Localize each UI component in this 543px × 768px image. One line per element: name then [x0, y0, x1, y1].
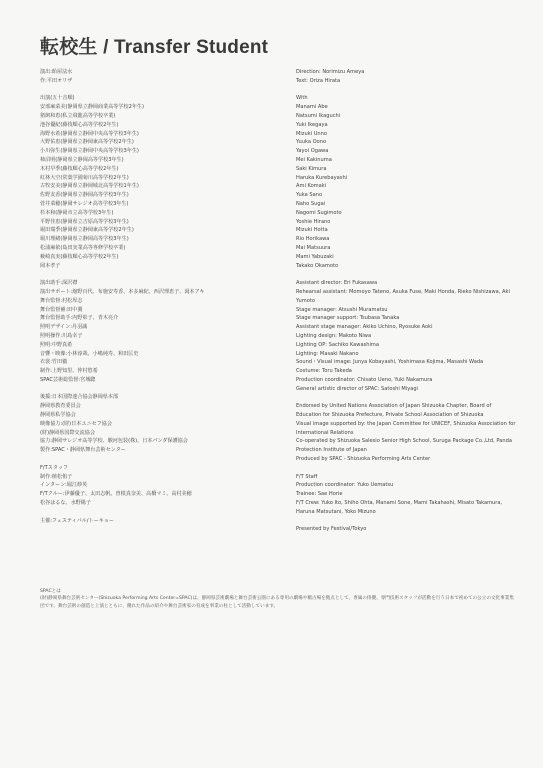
credit-line: 池谷優紀(藤枝順心高等学校2年生)	[40, 121, 119, 128]
credit-line: Text: Oriza Hirata	[296, 77, 341, 84]
credit-line: 静岡県私学協会	[40, 412, 76, 419]
credit-line: (財)静岡県国際交流協会	[40, 429, 95, 436]
credit-line: F/Tスタッフ	[40, 464, 69, 471]
credit-line: 菅井菜穂(静岡サレジオ高等学校3年生)	[40, 200, 129, 207]
credit-line: 音響・映像:小林淳哉、小嶋純寿、和田匡史	[40, 350, 139, 357]
credit-line: 柿沼明(静岡県立静岡高等学校3年生)	[40, 156, 124, 163]
credit-line: Lighting design: Makoto Niwa	[296, 332, 372, 339]
credit-line: 照明:中野真希	[40, 341, 73, 348]
credit-line: Mizuki Hotta	[296, 227, 328, 234]
credits-english	[296, 68, 518, 534]
credit-line: F/T Staff	[296, 473, 318, 480]
credit-line: 松谷はるな、水野陽子	[40, 500, 91, 507]
credit-line: Takako Okamoto	[296, 262, 339, 269]
credit-line: SPAC芸術総監督:宮城聰	[40, 376, 96, 383]
credit-line: 作:平田オリザ	[40, 77, 73, 84]
spacer	[296, 86, 518, 95]
spacer	[296, 270, 518, 279]
credit-line: Costume: Toru Takeda	[296, 368, 352, 375]
credit-line: 堀田瑞季(静岡県立静岡東高等学校2年生)	[40, 227, 134, 234]
credit-line: Mizuki Unno	[296, 130, 327, 137]
credit-line: 木村早季(藤枝順心高等学校2年生)	[40, 165, 119, 172]
credit-line: Mami Yabuzaki	[296, 253, 334, 260]
credit-line: 杉本和(静岡市立高等学校3年生)	[40, 209, 114, 216]
credit-line: Yuuka Oono	[296, 139, 327, 146]
credit-line: 演出助手:深沢襟	[40, 280, 78, 287]
page-title: 転校生 / Transfer Student	[40, 37, 269, 58]
spacer	[296, 393, 518, 402]
credit-line: Lighting: Masaki Nakano	[296, 350, 359, 357]
credit-line: 制作:上野知里、仲村悠希	[40, 368, 98, 375]
credit-line: Endorsed by United Nations Association of Japan Shizuoka Chapter, Board of Education for Shizuoka Prefecture, Private School Association of Shizuoka	[296, 403, 492, 419]
credit-line: 静岡県教育委員会	[40, 403, 81, 410]
credit-line: 映像協力:(財)日本ユニセフ協会	[40, 420, 112, 427]
credit-line: 後援:日本国際連合協会静岡県本部	[40, 394, 119, 401]
credit-line: 舞台監督:村松厚志	[40, 297, 83, 304]
credit-line: 堀川理緒(静岡県立静岡高等学校3年生)	[40, 236, 129, 243]
credit-line: Lighting OP: Sachiko Kawashima	[296, 341, 379, 348]
credit-line: 演出サポート:舘野百代、布施安寿香、本多麻紀、西沢理恵子、湯本アキ	[40, 288, 205, 295]
credit-line: Co-operated by Shizuoka Salesio Senior High School, Suruga Package Co.,Ltd, Panda Protection Institute of Japan	[296, 438, 512, 454]
credit-line: Visual image supported by: the Japan Committee for UNICEF, Shizuoka Association for International Relations	[296, 420, 516, 436]
credit-line: 照明デザイン:丹羽誠	[40, 324, 88, 331]
spac-about-body: (財)静岡県舞台芸術センター(Shizuoka Performing Arts Center=SPAC)は、静岡県芸術劇場と舞台芸術公園にある専用の劇場や稽古場を拠点として、専属の俳優、専門技術スタッフが活動を行う日本で初めての公立の文化事業集団です。舞台芸術の創造と上演とともに、優れた作品の紹介や舞台芸術家の育成を事業の柱として活動しています。	[40, 596, 514, 609]
spacer	[40, 385, 280, 394]
credit-line: Production coordinator: Yuko Uematsu	[296, 482, 394, 489]
credit-line: 安部麻菜美(静岡県立静岡商業高等学校2年生)	[40, 104, 144, 111]
spacer	[296, 464, 518, 473]
credit-line: Natsumi Ikaguchi	[296, 112, 341, 119]
credit-line: Naho Sugai	[296, 200, 326, 207]
credit-line: インターン:堀江紗英	[40, 482, 88, 489]
credit-line: Haruka Kurebayashi	[296, 174, 348, 181]
credit-line: 小川弥生(静岡県立静岡中央高等学校3年生)	[40, 148, 139, 155]
credit-line: 猪飼和恵(私立飛龍高等学校卒業)	[40, 112, 116, 119]
credit-line: 大野佑恵(静岡県立静岡東高等学校2年生)	[40, 139, 134, 146]
credit-line: 岡本孝子	[40, 262, 61, 269]
credit-line: Rio Horikawa	[296, 236, 330, 243]
spacer	[40, 86, 280, 95]
credit-line: 協力:静岡サレジオ高等学校、駿河包装(株)、日本パンダ保護協会	[40, 438, 188, 445]
credit-line: 製作:SPAC・静岡県舞台芸術センター	[40, 447, 126, 454]
credit-line: Stage manager support: Tsubasa Tanaka	[296, 315, 400, 322]
spac-about	[40, 588, 516, 610]
credit-line: Rehearsal assistant: Momoyo Tateno, Asuka Fuse, Maki Honda, Rieko Nishizawa, Aki Yumoto	[296, 288, 510, 304]
spacer	[40, 270, 280, 279]
credit-line: Yuka Sano	[296, 192, 323, 199]
credit-line: Nagomi Sugimoto	[296, 209, 342, 216]
credit-line: F/Tクルー:伊藤優子、太田志帆、曽根真奈美、高橋マミ、高村美穂	[40, 491, 192, 498]
credit-line: Produced by SPAC - Shizuoka Performing Arts Center	[296, 456, 431, 463]
credit-line: 制作:植松侑子	[40, 473, 73, 480]
credit-line: General artistic director of SPAC: Satoshi Miyagi	[296, 385, 418, 392]
credit-line: Manami Abe	[296, 104, 328, 111]
credit-line: Assistant stage manager: Akiko Uchino, Ryosuke Aoki	[296, 324, 433, 331]
spacer	[296, 517, 518, 526]
credit-line: 紅林大空(常葉学園菊川高等学校2年生)	[40, 174, 129, 181]
credit-line: 薮崎真実(藤枝順心高等学校2年生)	[40, 253, 119, 260]
credit-line: Yuki Ikegaya	[296, 121, 328, 128]
credit-line: 衣裳:竹田徹	[40, 359, 68, 366]
credit-line: 佐野友香(静岡県立静岡高等学校3年生)	[40, 192, 129, 199]
spac-about-heading: SPACとは	[40, 589, 61, 594]
spacer	[40, 455, 280, 464]
credit-line: Production coordinator: Chisato Ueno, Yuki Nakamura	[296, 376, 433, 383]
credit-line: 松浦麻依(島田実業高等専修学校卒業)	[40, 244, 126, 251]
credit-line: Presented by Festival/Tokyo	[296, 526, 367, 533]
spacer	[40, 508, 280, 517]
credit-line: 舞台監督助手:内野彰子、青木亮介	[40, 315, 119, 322]
credit-line: Yayoi Ogawa	[296, 148, 329, 155]
credit-line: Saki Kimura	[296, 165, 327, 172]
credit-line: Assistant director: Eri Fukasawa	[296, 280, 378, 287]
credit-line: Yoshie Hirano	[296, 218, 331, 225]
credit-line: Sound・Visual image: Junya Kobayashi, Yoshimasa Kojima, Masashi Wada	[296, 359, 484, 366]
credit-line: Trainee: Sae Horie	[296, 491, 343, 498]
credit-line: 古牧安美(静岡県立静岡城北高等学校1年生)	[40, 183, 139, 190]
credit-line: 舞台監督補:田中翼	[40, 306, 83, 313]
credit-line: With	[296, 95, 308, 102]
credit-line: 海野水希(静岡県立静岡中央高等学校3年生)	[40, 130, 139, 137]
credit-line: F/T Crew: Yuko Ito, Shiho Ohta, Manami Sone, Mami Takahashi, Misato Takamura, Haruna Matsutani, Yoko Mizuno	[296, 500, 503, 515]
credit-line: Direction: Norimizu Ameya	[296, 69, 365, 75]
credit-line: 出演(五十音順)	[40, 95, 75, 102]
credit-line: Mei Kakinuma	[296, 156, 332, 163]
credit-line: 平野佳恵(静岡県立吉原高等学校3年生)	[40, 218, 129, 225]
credit-line: Ami Komaki	[296, 183, 327, 190]
credit-line: 照明操作:川島幸子	[40, 332, 83, 339]
credit-line: 主催:フェスティバル/トーキョー	[40, 517, 114, 524]
credit-line: 演出:飴屋法水	[40, 69, 73, 75]
credit-line: Mai Matsuura	[296, 244, 331, 251]
credits-japanese	[40, 68, 280, 525]
credit-line: Stage manager: Atsushi Muramatsu	[296, 306, 388, 313]
